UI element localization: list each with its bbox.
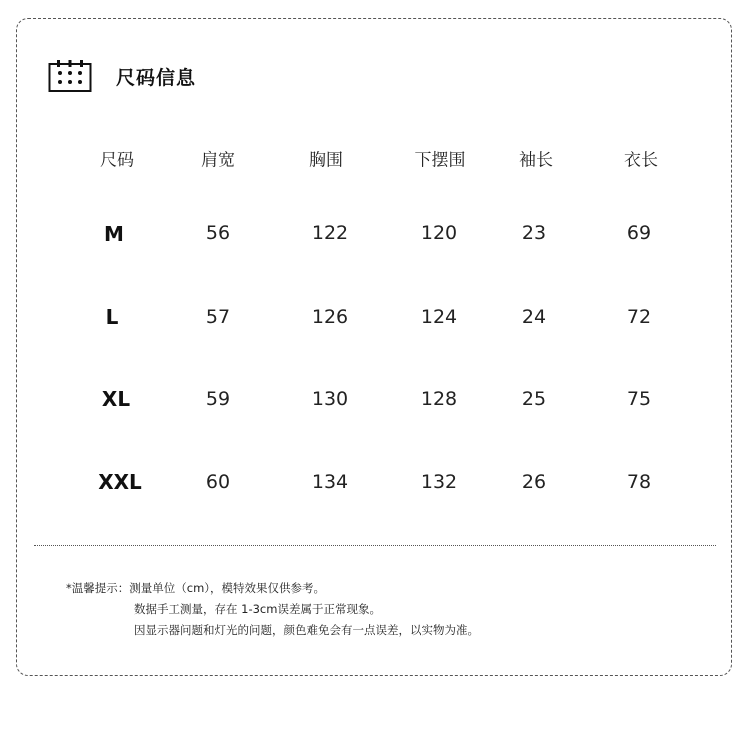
table-cell: 69 (626, 222, 652, 244)
table-cell: 130 (311, 388, 349, 410)
note-line: 因显示器问题和灯光的问题，颜色难免会有一点误差，以实物为准。 (134, 623, 479, 637)
table-cell: 134 (311, 471, 349, 493)
table-cell: 26 (521, 471, 547, 493)
table-cell: 72 (626, 306, 652, 328)
table-cell: 25 (521, 388, 547, 410)
table-cell: 124 (420, 306, 458, 328)
size-label: L (105, 305, 119, 329)
note-line: 数据手工测量，存在 1-3cm误差属于正常现象。 (134, 602, 381, 616)
table-cell: 23 (521, 222, 547, 244)
table-cell: 120 (420, 222, 458, 244)
table-cell: 78 (626, 471, 652, 493)
note-line: *温馨提示：测量单位（cm），模特效果仅供参考。 (66, 581, 326, 595)
column-header-shoulder: 肩宽 (201, 150, 235, 171)
column-header-size: 尺码 (100, 150, 134, 171)
table-cell: 24 (521, 306, 547, 328)
size-label: M (104, 222, 124, 246)
dotted-divider (34, 545, 716, 546)
column-header-length: 衣长 (624, 150, 658, 171)
table-cell: 57 (205, 306, 231, 328)
table-cell: 132 (420, 471, 458, 493)
table-cell: 75 (626, 388, 652, 410)
table-cell: 122 (311, 222, 349, 244)
column-header-hem: 下摆围 (414, 150, 466, 171)
column-header-chest: 胸围 (309, 150, 343, 171)
column-header-sleeve: 袖长 (519, 150, 553, 171)
notes-block (66, 578, 479, 641)
size-label: XL (101, 387, 131, 411)
table-cell: 56 (205, 222, 231, 244)
table-cell: 126 (311, 306, 349, 328)
section-title: 尺码信息 (116, 66, 197, 89)
table-cell: 59 (205, 388, 231, 410)
table-cell: 60 (205, 471, 231, 493)
table-cell: 128 (420, 388, 458, 410)
size-label: XXL (98, 470, 142, 494)
